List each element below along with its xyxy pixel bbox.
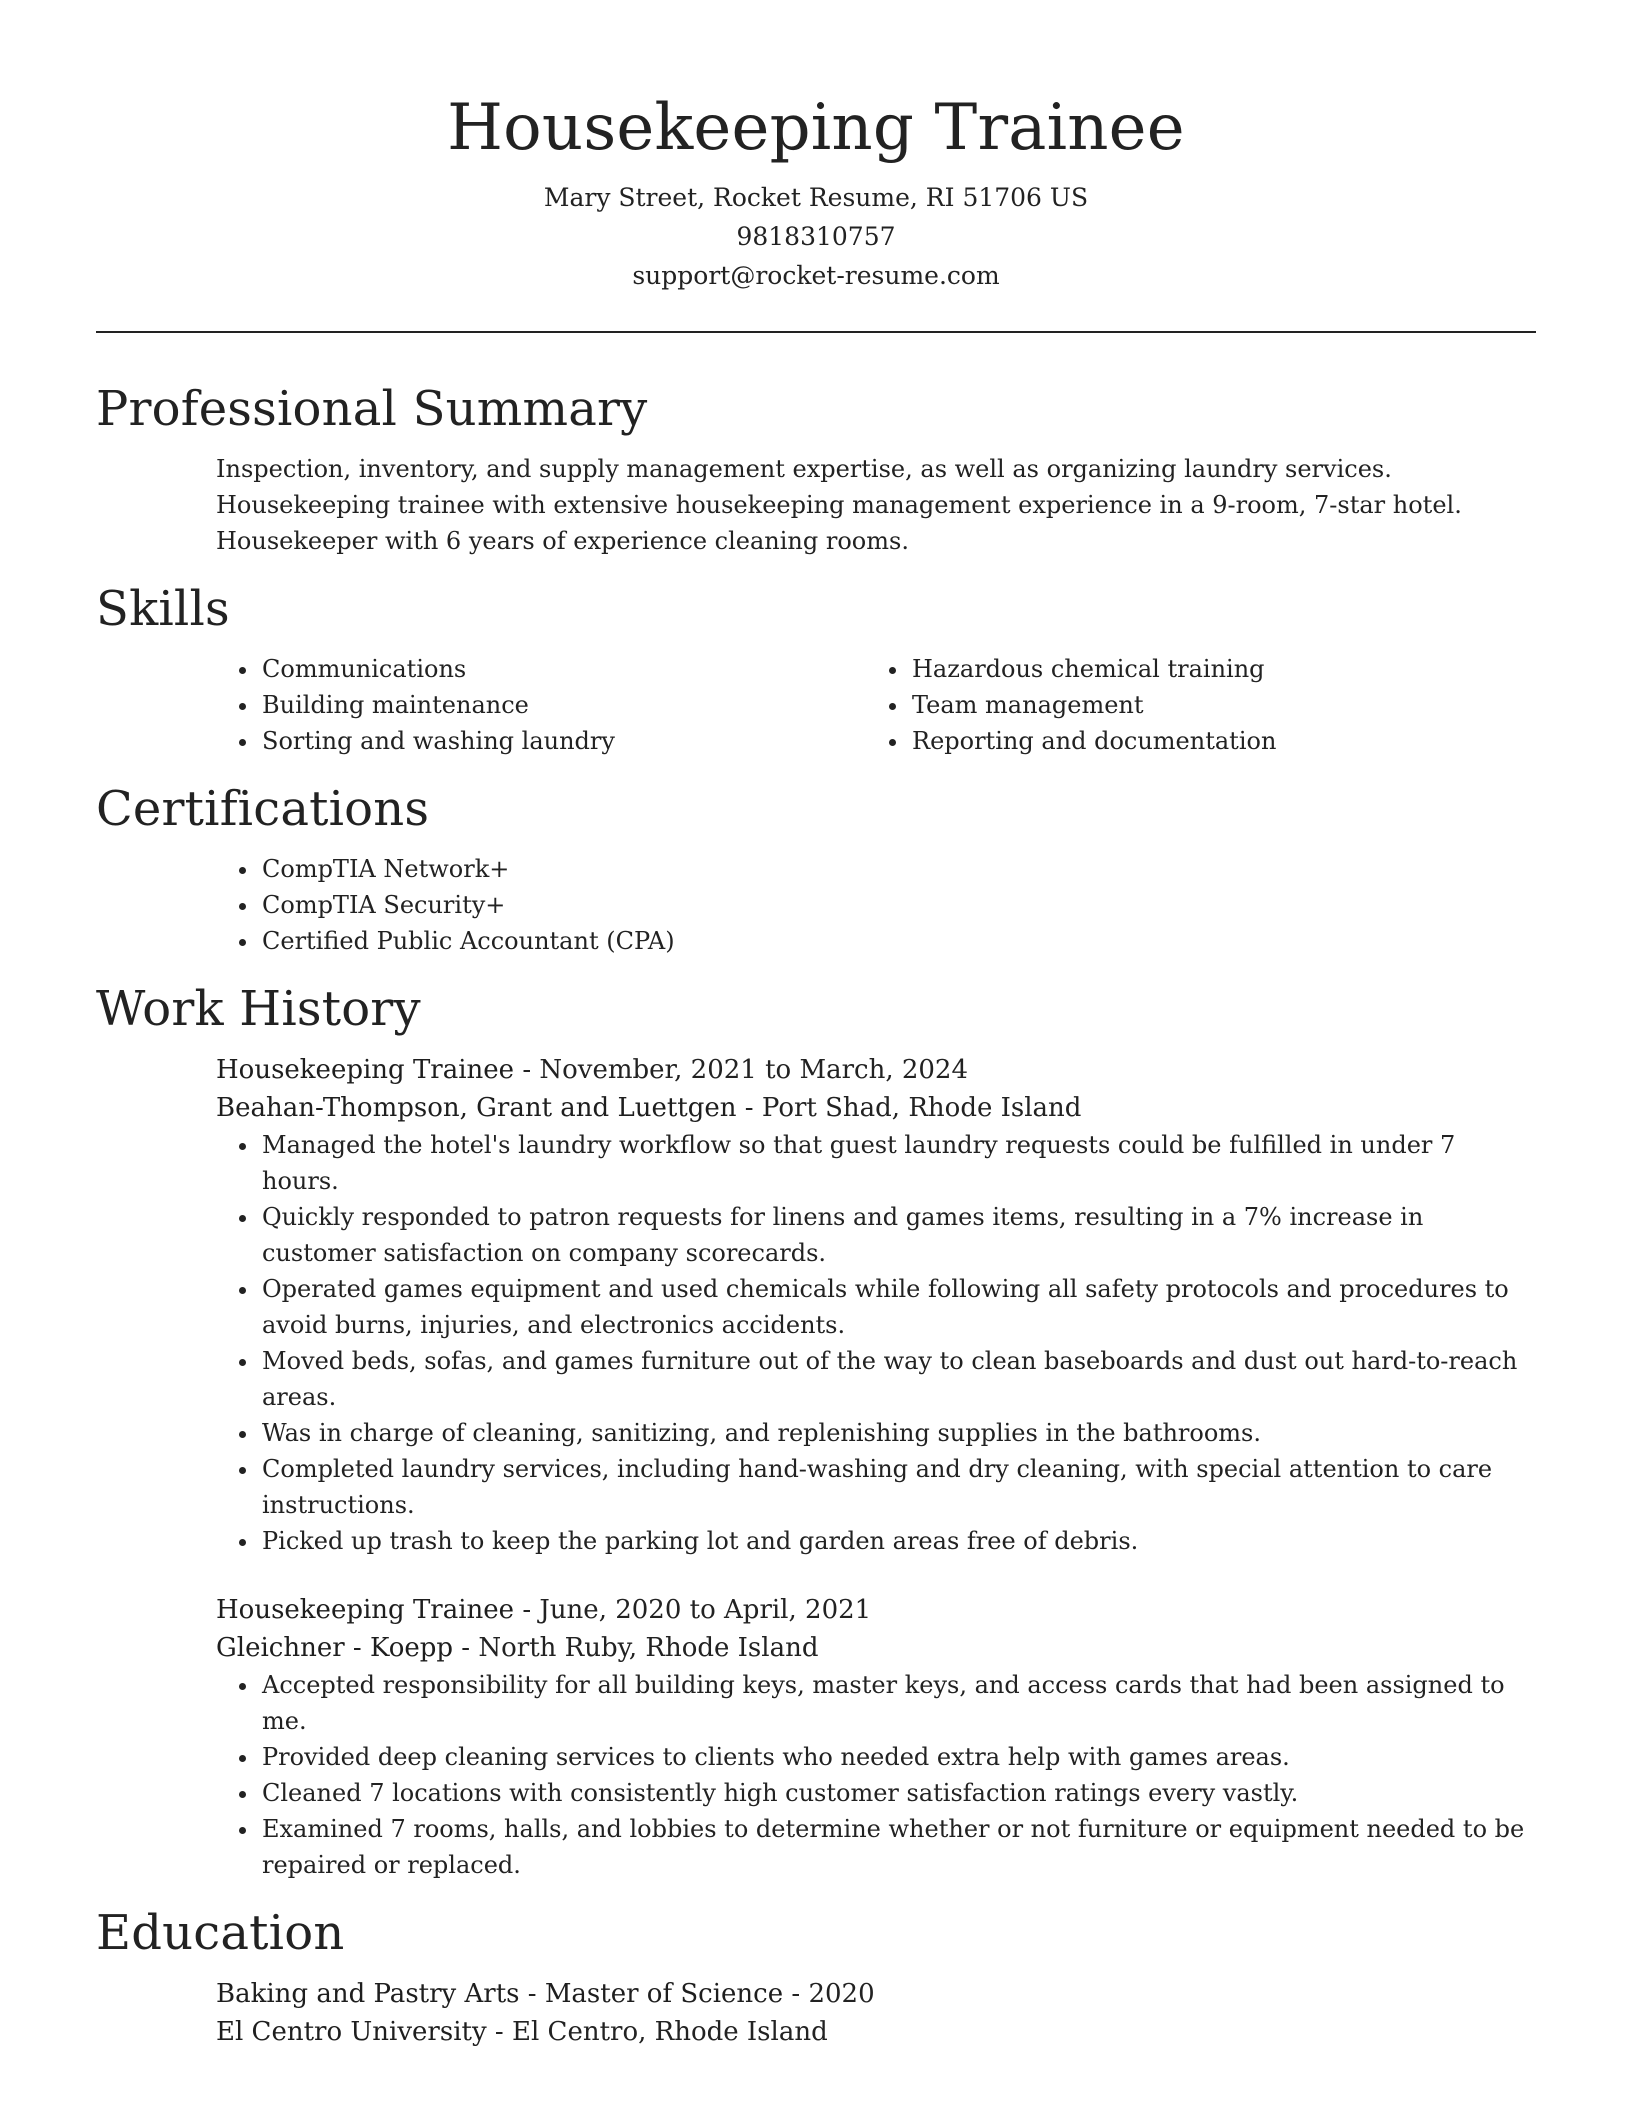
job-title: Housekeeping Trainee [216,1595,515,1625]
certification-item: • CompTIA Security+ [260,887,1536,923]
job-duty-item: • Examined 7 rooms, halls, and lobbies to determine whether or not furniture or equipment needed to be repaired or replaced. [260,1811,1536,1883]
job-duty-item: • Quickly responded to patron requests for linens and games items, resulting in a 7% increase in customer satisfaction on company scorecards. [260,1199,1536,1271]
separator: - [519,1979,545,2009]
job-duty-item: • Provided deep cleaning services to clients who needed extra help with games areas. [260,1739,1536,1775]
job-company-line [216,1089,1536,1127]
education-year: 2020 [808,1979,875,2009]
education-degree: Baking and Pastry Arts [216,1979,520,2009]
certification-item: • Certified Public Accountant (CPA) [260,923,1536,959]
skill-item: • Sorting and washing laundry [260,723,866,759]
job-duties-list [216,1667,1536,1883]
job-duty-item: • Cleaned 7 locations with consistently high customer satisfaction ratings every vastly. [260,1775,1536,1811]
certifications-body [96,851,1536,959]
separator: - [783,1979,809,2009]
contact-address: Mary Street, Rocket Resume, RI 51706 US [543,183,1089,212]
certifications-list [216,851,1536,959]
job-duty-item: • Was in charge of cleaning, sanitizing, and replenishing supplies in the bathrooms. [260,1415,1536,1451]
contact-email: support@rocket-resume.com [632,261,1000,290]
job-duty-item: • Operated games equipment and used chemicals while following all safety protocols and procedures to avoid burns, injuries, and electronics accidents. [260,1271,1536,1343]
job-title-line [216,1051,1536,1089]
job-company: Gleichner - Koepp [216,1633,454,1663]
contact-info [96,178,1536,295]
job-duty-item: • Completed laundry services, including hand-washing and dry cleaning, with special attention to care instructions. [260,1451,1536,1523]
education-heading: Education [96,1905,345,1961]
job-entry [216,1051,1536,1559]
separator: - [453,1633,479,1663]
education-school: El Centro University [216,2017,487,2047]
job-duties-list [216,1127,1536,1559]
skills-column-left [216,651,866,759]
job-duty-item: • Picked up trash to keep the parking lot and garden areas free of debris. [260,1523,1536,1559]
skills-section [96,579,1536,759]
summary-line: Housekeeper with 6 years of experience cleaning rooms. [216,527,909,555]
header-divider [96,331,1536,333]
work-history-section [96,979,1536,1883]
job-location: Port Shad, Rhode Island [761,1093,1082,1123]
candidate-name: Housekeeping Trainee [447,91,1185,165]
job-duty-item: • Managed the hotel's laundry workflow so that guest laundry requests could be fulfilled in under 7 hours. [260,1127,1536,1199]
certifications-heading: Certifications [96,781,430,837]
education-level: Master of Science [544,1979,784,2009]
job-duty-item: • Moved beds, sofas, and games furniture out of the way to clean baseboards and dust out hard-to-reach areas. [260,1343,1536,1415]
summary-line: Housekeeping trainee with extensive housekeeping management experience in a 9-room, 7-star hotel. [216,491,1462,519]
skill-item: • Communications [260,651,866,687]
summary-line: Inspection, inventory, and supply management expertise, as well as organizing laundry services. [216,455,1392,483]
education-school-line [216,2013,1536,2051]
summary-body [96,451,1536,559]
education-body [96,1975,1536,2051]
skill-item: • Hazardous chemical training [910,651,1516,687]
separator: - [514,1595,540,1625]
skill-item: • Team management [910,687,1516,723]
separator: - [736,1093,762,1123]
job-company: Beahan-Thompson, Grant and Luettgen [216,1093,737,1123]
summary-heading: Professional Summary [96,381,648,437]
skill-item: • Building maintenance [260,687,866,723]
job-title: Housekeeping Trainee [216,1055,515,1085]
certifications-section [96,779,1536,959]
skill-item: • Reporting and documentation [910,723,1516,759]
work-history-heading: Work History [96,981,421,1037]
job-dates: June, 2020 to April, 2021 [539,1595,872,1625]
separator: - [514,1055,540,1085]
job-location: North Ruby, Rhode Island [478,1633,819,1663]
skills-column-right [866,651,1516,759]
job-entry [216,1591,1536,1883]
separator: - [486,2017,512,2047]
skills-heading: Skills [96,581,230,637]
education-degree-line [216,1975,1536,2013]
skills-list [96,651,1536,759]
job-company-line [216,1629,1536,1667]
resume-header [96,0,1536,295]
education-section [96,1903,1536,2051]
education-location: El Centro, Rhode Island [511,2017,828,2047]
job-dates: November, 2021 to March, 2024 [539,1055,969,1085]
certification-item: • CompTIA Network+ [260,851,1536,887]
summary-section [96,379,1536,559]
work-history-body [96,1051,1536,1883]
contact-phone: 9818310757 [736,222,896,251]
job-duty-item: • Accepted responsibility for all building keys, master keys, and access cards that had been assigned to me. [260,1667,1536,1739]
job-title-line [216,1591,1536,1629]
